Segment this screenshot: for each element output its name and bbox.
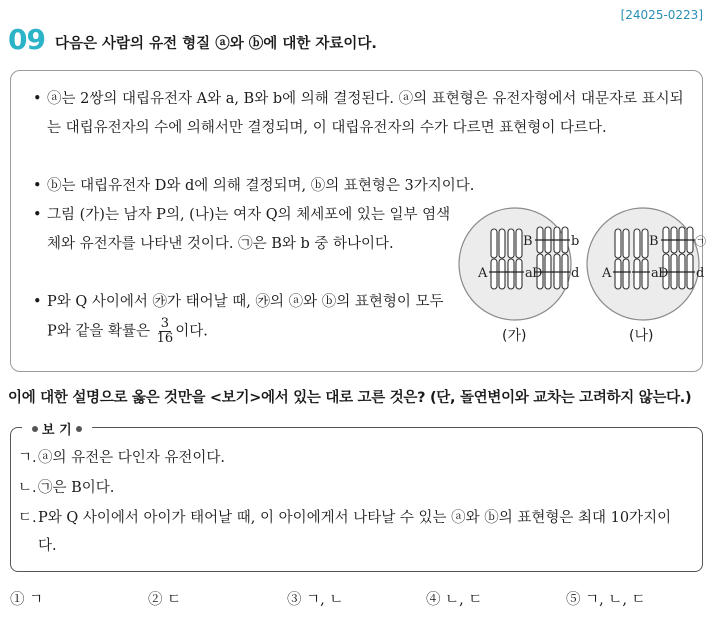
answer-choice-1[interactable]: ① ㄱ — [10, 592, 44, 608]
figure-caption-ga: (가) — [502, 328, 527, 344]
data-bullet-2: • ⓑ는 대립유전자 D와 d에 의해 결정되며, ⓑ의 표현형은 3가지이다. — [33, 178, 475, 194]
question-stem: 이에 대한 설명으로 옳은 것만을 <보기>에서 있는 대로 고른 것은? (단, 돌연변이와 교차는 고려하지 않는다.) — [8, 390, 692, 406]
fraction-numerator: 3 — [160, 316, 170, 331]
bogi-item-text: ㉠은 B이다. — [38, 480, 115, 496]
bogi-item-text: P와 Q 사이에서 아이가 태어날 때, 이 아이에게서 나타날 수 있는 ⓐ와 ⓑ의 표현형은 최대 10가지이다. — [38, 510, 672, 554]
allele-label-a: a — [651, 266, 659, 281]
bullet-text: 이다. — [175, 323, 208, 340]
bogi-item-1 — [18, 444, 226, 472]
allele-label-b: b — [571, 234, 580, 249]
allele-label-a: a — [525, 266, 533, 281]
bogi-item-label: ㄴ. — [18, 480, 37, 496]
bogi-item-text: ⓐ의 유전은 다인자 유전이다. — [38, 450, 226, 466]
question-title: 다음은 사람의 유전 형질 ⓐ와 ⓑ에 대한 자료이다. — [54, 36, 377, 52]
question-number: 09 — [8, 23, 45, 56]
allele-label-A: A — [478, 266, 488, 281]
bullet-dot-icon — [76, 426, 82, 432]
bullet-text: P와 Q 사이에서 ㉮가 태어날 때, ㉮의 ⓐ와 ⓑ의 표현형이 모두 P와 같을 확률은 — [47, 294, 444, 340]
data-bullet-3: • 그림 (가)는 남자 P의, (나)는 여자 Q의 체세포에 있는 일부 염색체와 유전자를 나타낸 것이다. ㉠은 B와 b 중 하나이다. — [33, 207, 451, 252]
bullet-text: 그림 (가)는 남자 P의, (나)는 여자 Q의 체세포에 있는 일부 염색체와 유전자를 나타낸 것이다. ㉠은 B와 b 중 하나이다. — [47, 207, 451, 252]
allele-label-D: D — [658, 266, 669, 281]
probability-fraction — [157, 317, 174, 346]
bogi-item-2 — [18, 474, 115, 502]
bogi-title — [22, 419, 92, 438]
allele-label-d: d — [696, 266, 705, 281]
allele-label-A: A — [602, 266, 612, 281]
fraction-denominator: 16 — [156, 331, 174, 346]
allele-label-D: D — [532, 266, 543, 281]
question-header — [8, 23, 377, 56]
bullet-text: ⓑ는 대립유전자 D와 d에 의해 결정되며, ⓑ의 표현형은 3가지이다. — [47, 178, 475, 194]
bullet-dot-icon — [32, 426, 38, 432]
data-box — [10, 70, 706, 372]
chromosome-figure — [459, 204, 706, 324]
bogi-item-3 — [18, 504, 678, 560]
bogi-item-label: ㄱ. — [18, 450, 37, 466]
bogi-item-label: ㄷ. — [18, 510, 37, 526]
allele-label-B: B — [523, 234, 533, 249]
allele-label-B: B — [649, 234, 659, 249]
figure-caption-na: (나) — [629, 328, 654, 344]
figure-ga-cell — [459, 208, 579, 320]
data-bullet-1: • ⓐ는 2쌍의 대립유전자 A와 a, B와 b에 의해 결정된다. ⓐ의 표현형은 유전자형에서 대문자로 표시되는 대립유전자의 수에 의해서만 결정되며, 이 대립유전자의 수가 다르면 표현형이 다르다. — [33, 91, 684, 136]
allele-label-unknown: ㉠ — [695, 235, 706, 248]
figure-na-cell — [587, 208, 706, 320]
bullet-text: ⓐ는 2쌍의 대립유전자 A와 a, B와 b에 의해 결정된다. ⓐ의 표현형은 유전자형에서 대문자로 표시되는 대립유전자의 수에 의해서만 결정되며, 이 대립유전자의 수가 다르면 표현형이 다르다. — [47, 91, 684, 136]
answer-choice-2[interactable]: ② ㄷ — [148, 592, 182, 608]
answer-choice-4[interactable]: ④ ㄴ, ㄷ — [426, 592, 483, 608]
question-code: [24025-0223] — [620, 8, 703, 22]
answer-choice-3[interactable]: ③ ㄱ, ㄴ — [287, 592, 344, 608]
bogi-title-text: 보 기 — [42, 423, 72, 438]
answer-choice-5[interactable]: ⑤ ㄱ, ㄴ, ㄷ — [566, 592, 646, 608]
data-bullet-4: • P와 Q 사이에서 ㉮가 태어날 때, ㉮의 ⓐ와 ⓑ의 표현형이 모두 P와 같을 확률은 $\frac{3}{16}$ 이다. — [33, 294, 444, 346]
allele-label-d: d — [571, 266, 580, 281]
